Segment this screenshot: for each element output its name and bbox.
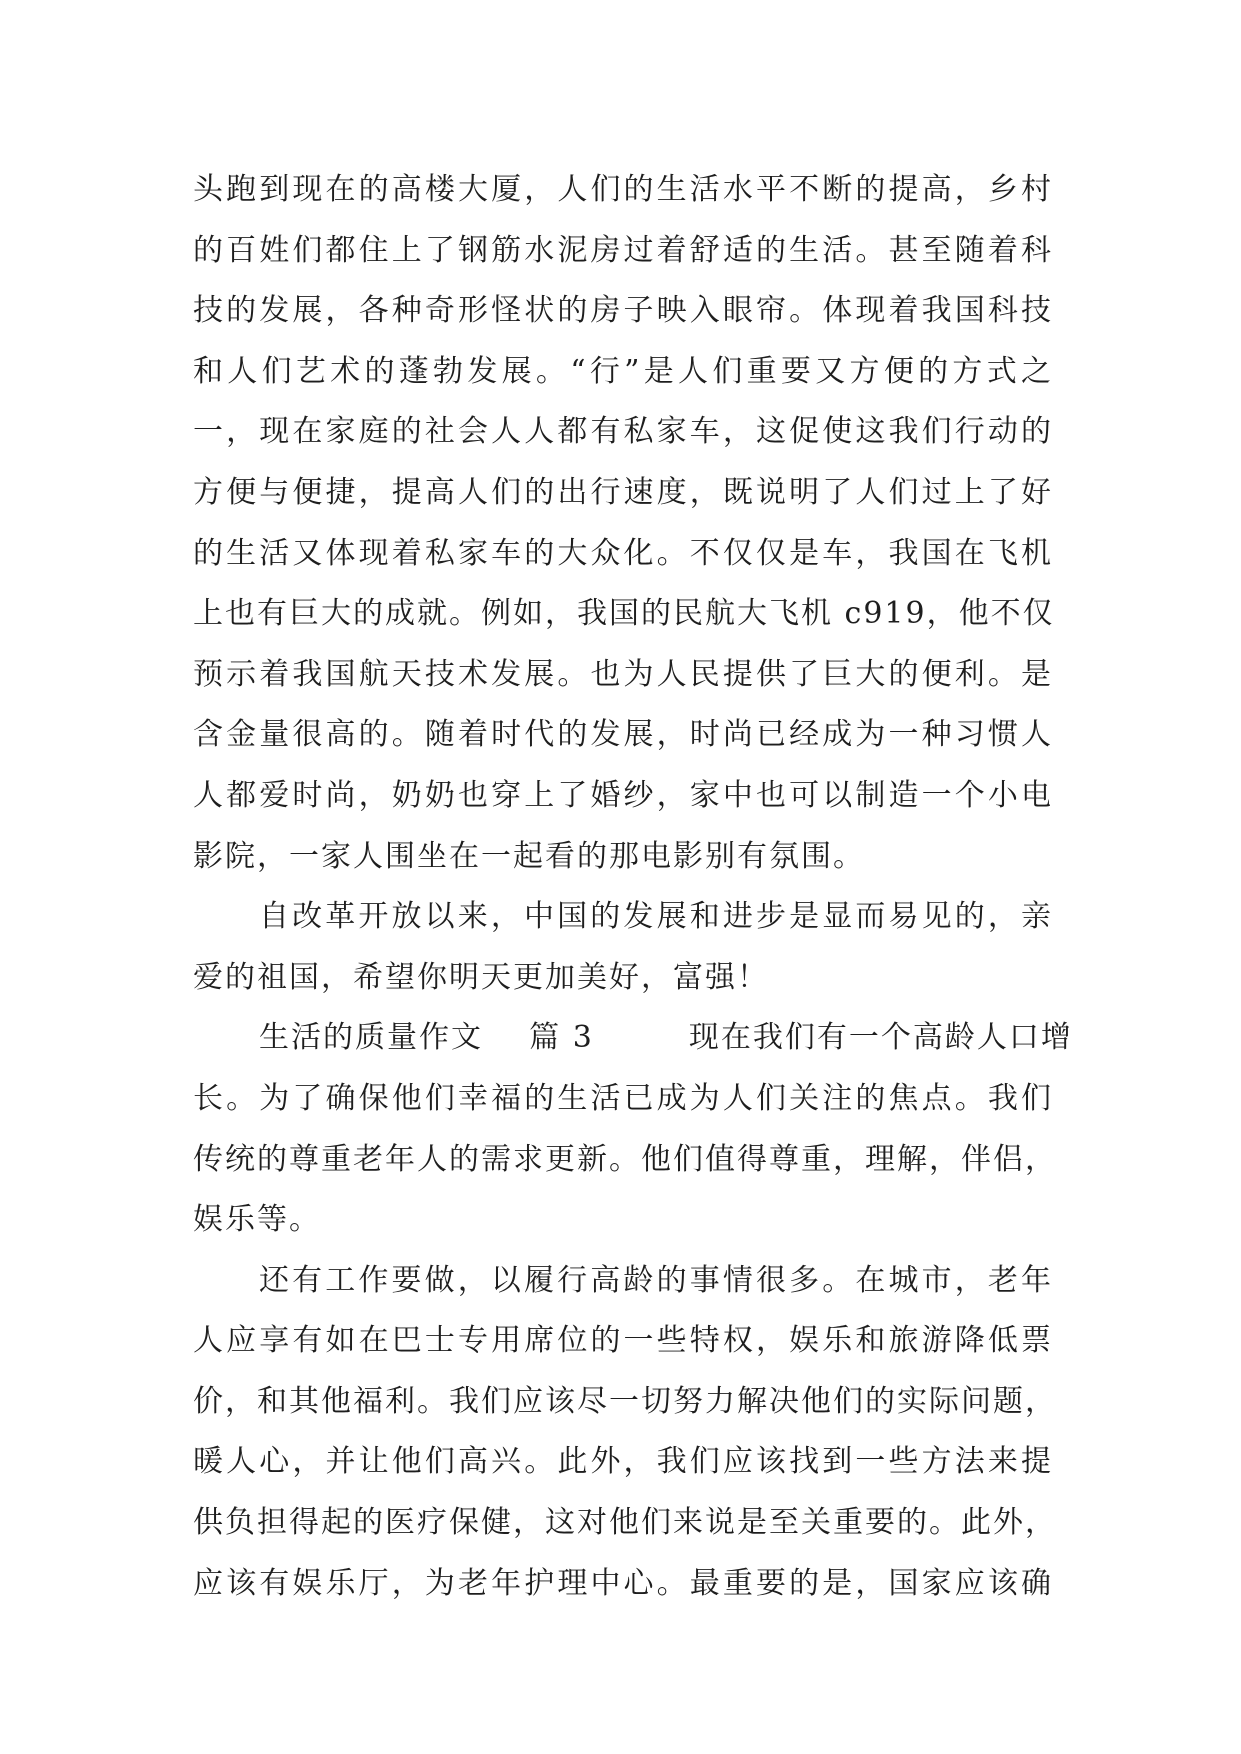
- text-line: 预示着我国航天技术发展。也为人民提供了巨大的便利。是: [193, 656, 1053, 692]
- section-heading-line: [193, 1008, 1073, 1069]
- text-line: 供负担得起的医疗保健，这对他们来说是至关重要的。此外，: [193, 1505, 1057, 1541]
- document-body: [193, 160, 1073, 1614]
- text-line: 的百姓们都住上了钢筋水泥房过着舒适的生活。甚至随着科: [193, 232, 1053, 268]
- text-line: 含金量很高的。随着时代的发展，时尚已经成为一种习惯人: [193, 717, 1053, 753]
- text-line: 长。为了确保他们幸福的生活已成为人们关注的焦点。我们: [193, 1080, 1053, 1116]
- text-line: 人都爱时尚，奶奶也穿上了婚纱，家中也可以制造一个小电: [193, 777, 1053, 813]
- text-line: 头跑到现在的高楼大厦，人们的生活水平不断的提高，乡村: [193, 172, 1053, 207]
- section-heading-title: 生活的质量作文: [259, 1020, 483, 1056]
- text-line: 价，和其他福利。我们应该尽一切努力解决他们的实际问题，: [193, 1383, 1057, 1419]
- text-line: 一，现在家庭的社会人人都有私家车，这促使这我们行动的: [193, 414, 1053, 450]
- section-heading-number: 篇 3: [529, 1020, 594, 1056]
- text-line: 技的发展，各种奇形怪状的房子映入眼帘。体现着我国科技: [193, 293, 1053, 329]
- text-line: 和人们艺术的蓬勃发展。“行”是人们重要又方便的方式之: [193, 353, 1053, 389]
- text-line: 还有工作要做，以履行高龄的事情很多。在城市，老年: [259, 1262, 1053, 1298]
- text-line: 娱乐等。: [193, 1202, 321, 1238]
- text-line: 人应享有如在巴士专用席位的一些特权，娱乐和旅游降低票: [193, 1323, 1053, 1359]
- text-line: 方便与便捷，提高人们的出行速度，既说明了人们过上了好: [193, 474, 1053, 510]
- text-line: 应该有娱乐厅，为老年护理中心。最重要的是，国家应该确: [193, 1565, 1053, 1601]
- text-line: 的生活又体现着私家车的大众化。不仅仅是车，我国在飞机: [193, 535, 1053, 571]
- text-line: 暖人心，并让他们高兴。此外，我们应该找到一些方法来提: [193, 1444, 1053, 1480]
- text-line: 上也有巨大的成就。例如，我国的民航大飞机 c919，他不仅: [193, 596, 1055, 632]
- text-line: 传统的尊重老年人的需求更新。他们值得尊重，理解，伴侣，: [193, 1141, 1057, 1177]
- text-line: 爱的祖国，希望你明天更加美好，富强！: [193, 959, 769, 995]
- text-line: 影院，一家人围坐在一起看的那电影别有氛围。: [193, 838, 865, 874]
- section-first-sentence: 现在我们有一个高龄人口增: [688, 1020, 1073, 1056]
- text-line: 自改革开放以来，中国的发展和进步是显而易见的，亲: [259, 899, 1053, 935]
